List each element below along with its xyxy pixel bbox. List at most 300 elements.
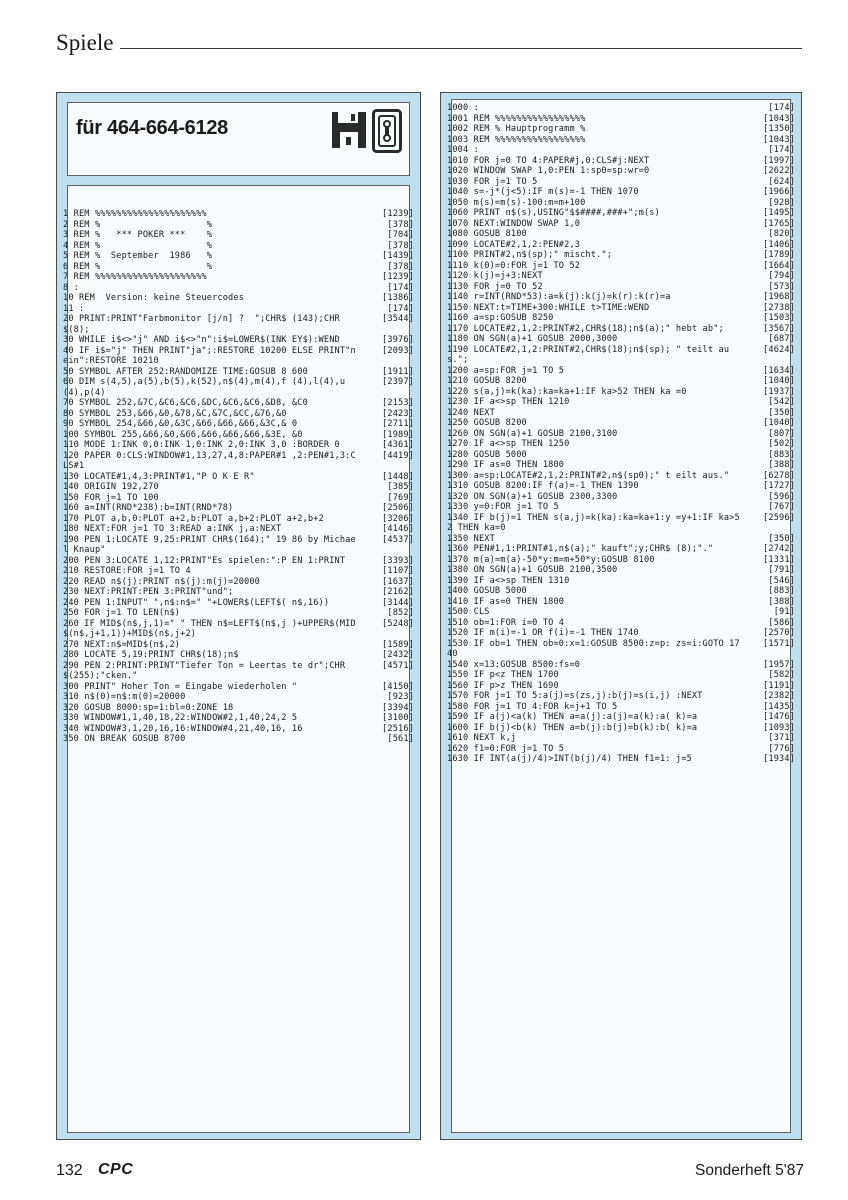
checksum: [1439] [382,251,414,261]
code-listing-right [447,103,795,765]
code-line [447,502,795,513]
checksum: [1789] [763,250,795,260]
checksum: [4537] [382,534,414,545]
checksum: [3394] [382,702,414,713]
code-text: 1300 a=sp:LOCATE#2,1,2:PRINT#2,n$(sp0);" t eilt aus." [447,470,730,481]
checksum: [385] [387,482,414,492]
code-text: 1340 IF b(j)=1 THEN s(a,j)=k(ka):ka=ka+1:y =y+1:IF ka>52 THEN ka=0 [447,512,740,533]
code-line [63,367,414,378]
code-text: 290 PEN 2:PRINT:PRINT"Tiefer Ton = Leertas te dr";CHR$(255);"cken." [63,660,346,681]
code-line [447,702,795,713]
code-text: 180 NEXT:FOR j=1 TO 3:READ a:INK j,a:NEXT [63,524,282,534]
checksum: [91] [773,607,795,617]
code-text: 1270 IF a<>sp THEN 1250 [447,439,570,449]
code-line [63,524,414,535]
code-text: 1560 IF p>z THEN 1690 [447,680,559,691]
checksum: [1957] [763,659,795,670]
checksum: [174] [768,145,795,155]
code-text: 1100 PRINT#2,n$(sp);" mischt."; [447,250,613,260]
code-text: 250 FOR j=1 TO LEN(n$) [63,608,181,618]
code-line [63,346,414,367]
code-line [447,324,795,335]
code-text: 5 REM % September 1986 % [63,251,213,261]
code-line [447,261,795,272]
checksum: [2516] [382,723,414,734]
code-line [447,250,795,261]
checksum: [378] [387,240,414,251]
checksum: [6278] [763,470,795,481]
checksum: [794] [768,271,795,281]
code-text: 1320 ON SGN(a)+1 GOSUB 2300,3300 [447,491,618,502]
code-line [63,640,414,651]
code-text: 1070 NEXT:WINDOW SWAP 1,0 [447,218,581,229]
checksum: [3144] [382,597,414,608]
code-line [447,513,795,534]
code-text: 150 FOR j=1 TO 100 [63,492,159,503]
checksum: [4361] [382,440,414,450]
code-line [63,692,414,703]
code-text: 1110 k(0)=0:FOR j=1 TO 52 [447,260,581,271]
checksum: [1727] [763,481,795,491]
code-line [63,724,414,735]
checksum: [174] [387,282,414,293]
code-line [447,429,795,440]
checksum: [852] [387,608,414,618]
code-line [447,481,795,492]
checksum: [1191] [763,680,795,691]
listing-column-left [56,92,421,1140]
code-line [447,408,795,419]
code-text: 1000 : [447,103,479,113]
code-text: 1160 a=sp:GOSUB 8250 [447,313,554,323]
checksum: [3544] [382,314,414,324]
code-line [63,566,414,577]
code-line [447,177,795,188]
code-line [447,439,795,450]
code-line [63,493,414,504]
checksum: [596] [768,491,795,502]
code-line [447,397,795,408]
code-text: 1540 x=13:GOSUB 8500:fs=0 [447,659,581,670]
code-line [63,598,414,609]
checksum: [1911] [382,366,414,377]
section-title: Spiele [56,30,114,55]
checksum: [2711] [382,419,414,429]
checksum: [378] [387,261,414,272]
checksum: [2506] [382,503,414,513]
code-text: 350 ON BREAK GOSUB 8700 [63,734,186,744]
checksum: [791] [768,565,795,575]
checksum: [883] [768,449,795,460]
code-text: 80 SYMBOL 253,&66,&0,&78,&C,&7C,&CC,&76,&0 [63,408,287,419]
checksum: [2622] [763,166,795,176]
title-rule [120,48,802,49]
code-line [447,565,795,576]
code-line [447,544,795,555]
code-line [63,587,414,598]
code-line [447,114,795,125]
code-text: 1080 GOSUB 8100 [447,229,527,239]
code-line [447,639,795,660]
checksum: [767] [768,502,795,512]
code-line [447,723,795,734]
code-line [447,733,795,744]
code-text: 1360 PEN#1,1:PRINT#1,n$(a);" kauft";y;CHR$ (8);"." [447,544,714,554]
code-text: 1400 GOSUB 5000 [447,586,527,596]
code-text: 1130 FOR j=0 TO 52 [447,281,543,292]
checksum: [1239] [382,209,414,219]
checksum: [1435] [763,701,795,712]
code-text: 1030 FOR j=1 TO 5 [447,176,538,187]
code-line [447,418,795,429]
code-line [63,650,414,661]
checksum: [1495] [763,208,795,218]
code-text: 110 MODE 1:INK 0,0:INK 1,0:INK 2,0:INK 3,0 :BORDER 0 [63,440,340,450]
checksum: [4624] [763,344,795,355]
code-text: 10 REM Version: keine Steuercodes [63,293,245,303]
code-line [63,535,414,556]
checksum: [2162] [382,587,414,597]
checksum: [1331] [763,554,795,565]
page-number: 132 [56,1162,83,1179]
checksum: [1937] [763,386,795,397]
code-text: 1280 GOSUB 5000 [447,449,527,460]
code-text: 1580 FOR j=1 TO 4:FOR k=j+1 TO 5 [447,701,618,712]
checksum: [1503] [763,313,795,323]
code-text: 1090 LOCATE#2,1,2:PEN#2,3 [447,239,581,250]
code-text: 310 n$(0)=n$:m(0)=20000 [63,692,186,702]
checksum: [1934] [763,754,795,764]
code-line [63,734,414,745]
checksum: [1406] [763,239,795,250]
code-text: 120 PAPER 0:CLS:WINDOW#1,13,27,4,8:PAPER#1 ,2:PEN#1,3:CLS#1 [63,450,356,471]
checksum: [1571] [763,638,795,649]
code-text: 1190 LOCATE#2,1,2:PRINT#2,CHR$(18);n$(sp); " teilt aus."; [447,344,730,365]
code-text: 1350 NEXT [447,533,495,544]
checksum: [4419] [382,450,414,461]
code-text: 70 SYMBOL 252,&7C,&C6,&C6,&DC,&C6,&C6,&D8, &C0 [63,398,308,408]
code-text: 210 RESTORE:FOR j=1 TO 4 [63,566,191,576]
code-line [63,503,414,514]
code-text: 1530 IF ob=1 THEN ob=0:x=1:GOSUB 8500:z=p: zs=i:GOTO 1740 [447,638,740,659]
code-text: 1500 CLS [447,607,490,617]
checksum: [502] [768,439,795,449]
checksum: [573] [768,281,795,292]
code-text: 1230 IF a<>sp THEN 1210 [447,397,570,407]
checksum: [2382] [763,691,795,701]
code-line [447,754,795,765]
code-line [447,271,795,282]
code-line [63,682,414,693]
code-text: 1330 y=0:FOR j=1 TO 5 [447,502,559,512]
code-text: 1050 m(s)=m(s)-100:m=m+100 [447,197,586,208]
cassette-icon [372,109,402,153]
code-text: 1210 GOSUB 8200 [447,376,527,386]
code-text: 2 REM % % [63,219,213,230]
code-line [63,482,414,493]
code-text: 1290 IF as=0 THEN 1800 [447,460,565,470]
platform-title: für 464-664-6128 [76,117,228,139]
checksum: [371] [768,733,795,743]
code-line [447,576,795,587]
code-text: 320 GOSUB 8000:sp=1:bl=0:ZONE 18 [63,702,234,713]
checksum: [1107] [382,566,414,576]
checksum: [2742] [763,544,795,554]
checksum: [2093] [382,345,414,356]
code-text: 1550 IF p<z THEN 1700 [447,670,559,680]
code-text: 1002 REM % Hauptprogramm % [447,124,586,134]
code-text: 260 IF MID$(n$,j,1)=" " THEN n$=LEFT$(n$,j )+UPPER$(MID$(n$,j+1,1))+MID$(n$,j+2) [63,618,356,639]
code-line [63,335,414,346]
code-line [447,334,795,345]
code-text: 1004 : [447,145,479,155]
checksum: [3976] [382,335,414,345]
code-text: 1020 WINDOW SWAP 1,0:PEN 1:sp0=sp:wr=0 [447,166,650,176]
code-text: 1410 IF as=0 THEN 1800 [447,596,565,607]
code-line [447,660,795,671]
checksum: [1997] [763,155,795,166]
code-text: 200 PEN 3:LOCATE 1,12:PRINT"Es spielen:":P EN 1:PRINT [63,555,346,566]
checksum: [561] [387,734,414,744]
checksum: [4571] [382,660,414,671]
code-line [63,241,414,252]
code-line [447,586,795,597]
code-line [447,670,795,681]
code-line [63,230,414,241]
code-line [63,377,414,398]
code-line [447,313,795,324]
code-text: 1630 IF INT(a(j)/4)>INT(b(j)/4) THEN f1=1: j=5 [447,754,692,764]
code-text: 240 PEN 1:INPUT" ",n$:n$=" "+LOWER$(LEFT$( n$,16)) [63,597,330,608]
code-text: 1040 s=-j*(j<5):IF m(s)=-1 THEN 1070 [447,187,639,197]
code-line [447,471,795,482]
code-text: 230 NEXT:PRINT:PEN 3:PRINT"und"; [63,587,234,597]
code-line [447,103,795,114]
code-text: 100 SYMBOL 255,&66,&0,&66,&66,&66,&66,&3E, &0 [63,429,303,440]
code-line [63,577,414,588]
checksum: [582] [768,670,795,680]
code-line [447,208,795,219]
checksum: [3100] [382,713,414,723]
code-text: 1520 IF m(i)=-1 OR f(i)=-1 THEN 1740 [447,628,639,638]
code-line [447,292,795,303]
code-line [63,251,414,262]
code-text: 270 NEXT:n$=MID$(n$,2) [63,639,181,650]
code-text: 1220 s(a,j)=k(ka):ka=ka+1:IF ka>52 THEN ka =0 [447,386,687,397]
code-line [447,618,795,629]
code-text: 170 PLOT a,b,0:PLOT a+2,b:PLOT a,b+2:PLOT a+2,b+2 [63,513,324,524]
code-line [447,681,795,692]
code-line [63,619,414,640]
code-line [63,409,414,420]
code-text: 220 READ n$(j):PRINT n$(j):m(j)=20000 [63,576,260,587]
checksum: [3567] [763,323,795,334]
code-text: 1600 IF b(j)<b(k) THEN a=b(j):b(j)=b(k):b( k)=a [447,722,698,733]
code-text: 130 LOCATE#1,4,3:PRINT#1,"P O K E R" [63,471,255,482]
code-text: 140 ORIGIN 192,270 [63,482,159,492]
code-line [63,713,414,724]
checksum: [1043] [763,134,795,145]
code-line [447,387,795,398]
checksum: [5248] [382,618,414,629]
checksum: [923] [387,692,414,702]
checksum: [769] [387,492,414,503]
code-line [447,145,795,156]
code-text: 1060 PRINT n$(s),USING"$$####,###+";m(s) [447,208,660,218]
checksum: [4146] [382,524,414,534]
code-listing-left [63,209,414,745]
code-text: 300 PRINT" Hoher Ton = Eingabe wiederholen " [63,681,298,692]
code-text: 340 WINDOW#3,1,20,16,16:WINDOW#4,21,40,16, 16 [63,723,303,734]
checksum: [1634] [763,365,795,376]
code-line [63,283,414,294]
code-text: 7 REM %%%%%%%%%%%%%%%%%%%%% [63,272,207,282]
checksum: [1043] [763,113,795,124]
magazine-logo: CPC [98,1161,134,1178]
code-line [447,691,795,702]
code-line [447,229,795,240]
checksum: [3393] [382,555,414,566]
checksum: [2596] [763,512,795,523]
code-line [447,607,795,618]
code-line [447,166,795,177]
code-text: 4 REM % % [63,240,213,251]
code-text: 1310 GOSUB 8200:IF f(a)=-1 THEN 1390 [447,481,639,491]
code-text: 1390 IF a<>sp THEN 1310 [447,575,570,586]
checksum: [2432] [382,650,414,660]
code-text: 1510 ob=1:FOR i=0 TO 4 [447,617,565,628]
code-line [447,628,795,639]
checksum: [350] [768,407,795,418]
code-text: 330 WINDOW#1,1,40,18,22:WINDOW#2,1,40,24,2 5 [63,713,298,723]
code-text: 1003 REM %%%%%%%%%%%%%%%%% [447,134,586,145]
checksum: [2397] [382,377,414,387]
checksum: [704] [387,230,414,240]
code-text: 1120 k(j)=j+3:NEXT [447,271,543,281]
checksum: [1989] [382,429,414,440]
code-text: 280 LOCATE 5,19:PRINT CHR$(18);n$ [63,650,239,660]
code-text: 1170 LOCATE#2,1,2:PRINT#2,CHR$(18);n$(a);" hebt ab"; [447,323,724,334]
code-line [447,282,795,293]
checksum: [1386] [382,293,414,303]
code-line [447,135,795,146]
code-line [447,156,795,167]
code-line [447,376,795,387]
checksum: [1968] [763,292,795,302]
checksum: [624] [768,176,795,187]
code-text: 20 PRINT:PRINT"Farbmonitor [j/n] ? ";CHR$ (143);CHR$(8); [63,314,340,335]
code-text: 160 a=INT(RND*238):b=INT(RND*78) [63,503,234,513]
checksum: [1637] [382,576,414,587]
code-line [63,314,414,335]
checksum: [1765] [763,218,795,229]
code-line [447,744,795,755]
code-line [63,262,414,273]
code-line [63,608,414,619]
checksum: [174] [387,303,414,314]
platform-header [67,102,410,176]
checksum: [1448] [382,471,414,482]
checksum: [586] [768,617,795,628]
listing-column-right [440,92,802,1140]
code-text: 1140 r=INT(RND*53):a=k(j):k(j)=k(r):k(r)=a [447,292,671,302]
code-line [63,430,414,441]
checksum: [883] [768,586,795,596]
code-text: 1570 FOR j=1 TO 5:a(j)=s(zs,j):b(j)=s(i,j) :NEXT [447,691,703,701]
checksum: [2423] [382,408,414,419]
code-text: 90 SYMBOL 254,&66,&0,&3C,&66,&66,&66,&3C,& 0 [63,419,298,429]
code-text: 1260 ON SGN(a)+1 GOSUB 2100,3100 [447,428,618,439]
code-line [447,198,795,209]
checksum: [3206] [382,513,414,524]
code-text: 30 WHILE i$<>"j" AND i$<>"n":i$=LOWER$(INK EY$):WEND [63,335,340,345]
checksum: [1589] [382,639,414,650]
floppy-disk-icon [331,111,367,149]
code-line [447,597,795,608]
code-line [63,440,414,451]
code-text: 60 DIM s(4,5),a(5),b(5),k(52),n$(4),m(4),f (4),l(4),u(4),p(4) [63,377,346,398]
checksum: [1093] [763,722,795,733]
code-line [447,219,795,230]
code-line [447,534,795,545]
checksum: [1476] [763,712,795,722]
code-text: 1620 f1=0:FOR j=1 TO 5 [447,743,565,754]
code-line [63,703,414,714]
code-text: 1240 NEXT [447,407,495,418]
code-text: 50 SYMBOL AFTER 252:RANDOMIZE TIME:GOSUB 8 600 [63,366,308,377]
code-line [63,472,414,483]
code-text: 1 REM %%%%%%%%%%%%%%%%%%%%% [63,209,207,219]
code-line [63,220,414,231]
checksum: [174] [768,103,795,113]
code-text: 1001 REM %%%%%%%%%%%%%%%%% [447,113,586,124]
code-line [63,451,414,472]
code-text: 1150 NEXT:t=TIME+300:WHILE t>TIME:WEND [447,302,650,313]
code-text: 1010 FOR j=0 TO 4:PAPER#j,0:CLS#j:NEXT [447,155,650,166]
checksum: [2153] [382,398,414,408]
code-text: 1610 NEXT k,j [447,733,517,743]
code-text: 3 REM % *** POKER *** % [63,230,213,240]
checksum: [378] [387,219,414,230]
code-line [447,124,795,135]
code-text: 1180 ON SGN(a)+1 GOSUB 2000,3000 [447,334,618,344]
checksum: [776] [768,743,795,754]
checksum: [928] [768,197,795,208]
checksum: [1664] [763,260,795,271]
checksum: [388] [768,460,795,470]
code-line [447,345,795,366]
code-line [447,240,795,251]
checksum: [4150] [382,681,414,692]
code-text: 11 : [63,303,85,314]
checksum: [388] [768,596,795,607]
code-line [447,712,795,723]
code-text: 1200 a=sp:FOR j=1 TO 5 [447,365,565,376]
checksum: [546] [768,575,795,586]
code-text: 8 : [63,282,79,293]
code-text: 1380 ON SGN(a)+1 GOSUB 2100,3500 [447,565,618,575]
code-text: 40 IF i$="j" THEN PRINT"ja";:RESTORE 10200 ELSE PRINT"nein":RESTORE 10210 [63,345,356,366]
code-line [63,272,414,283]
checksum: [1350] [763,124,795,134]
code-line [63,556,414,567]
code-text: 1590 IF a(j)<a(k) THEN a=a(j):a(j)=a(k):a( k)=a [447,712,698,722]
code-text: 6 REM % % [63,261,213,272]
code-line [447,555,795,566]
checksum: [542] [768,397,795,407]
code-line [63,514,414,525]
code-text: 190 PEN 1:LOCATE 9,25:PRINT CHR$(164);" 19 86 by Michael Knaup" [63,534,356,555]
